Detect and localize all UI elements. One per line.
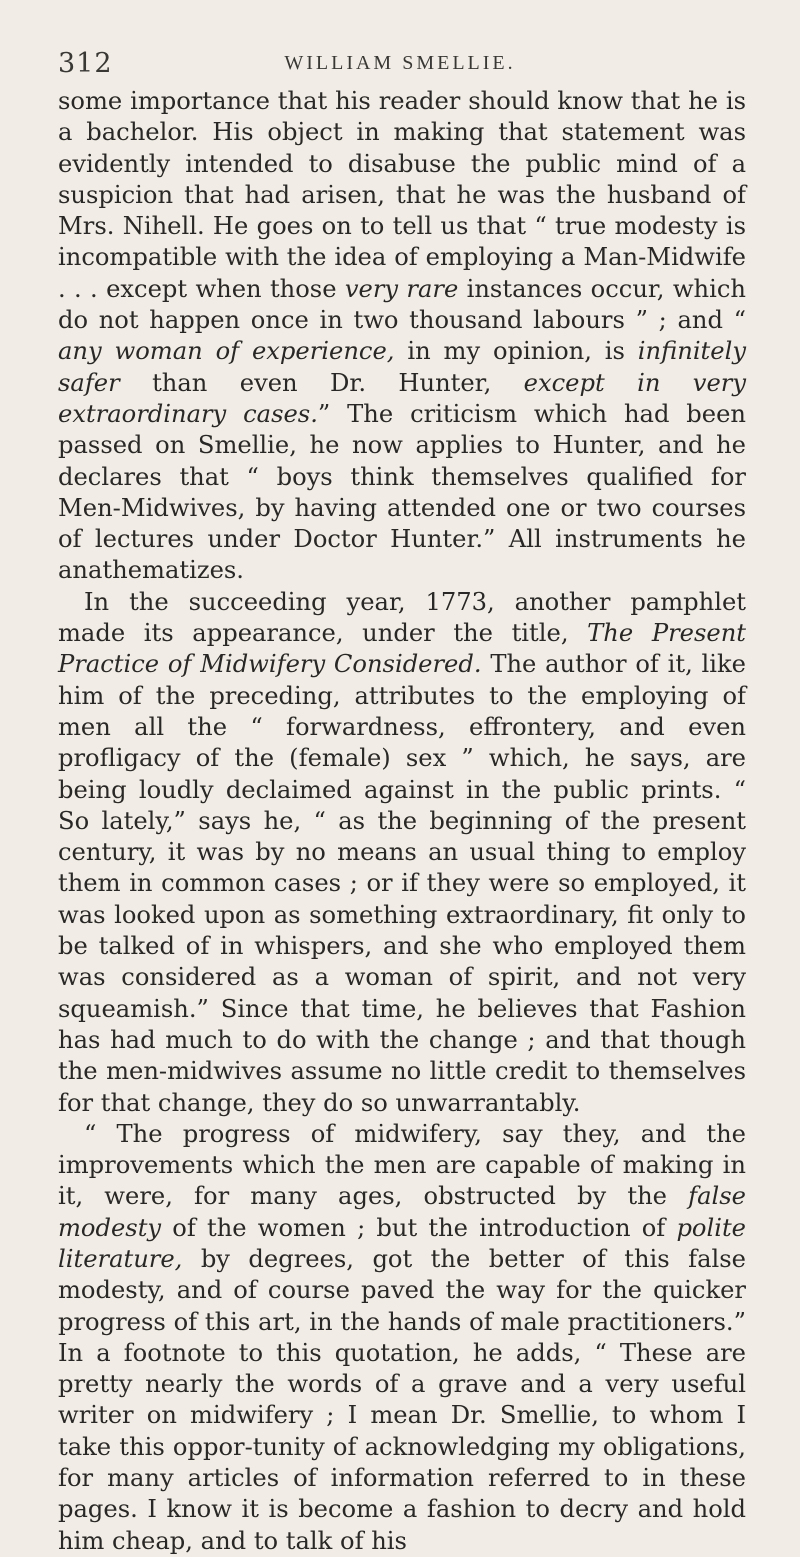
- italic-run: infinitely safer: [58, 337, 746, 397]
- text-run: ” The criticism which had been passed on Smellie, he now applies to Hunter, and he declares that “ boys think themselves qualified for Men-Midwives, by having attended one or two courses of lectures under Doctor Hunter.” All instruments he anathematizes.: [58, 399, 746, 585]
- italic-run: polite literature,: [58, 1213, 746, 1273]
- page-number: 312: [58, 48, 113, 79]
- running-head: WILLIAM SMELLIE.: [284, 52, 516, 74]
- text-run: “ The progress of midwifery, say they, and the improvements which the men are capable of making in it, were, for many ages, obstructed by the: [58, 1119, 746, 1211]
- text-run: some importance that his reader should know that he is a bachelor. His object in making that statement was evidently intended to disabuse the public mind of a suspicion that had arisen, that he was the husband of Mrs. Nihell. He goes on to tell us that “ true modesty is incompatible with the idea of employing a Man-Midwife . . . except when those: [58, 87, 746, 303]
- paragraph-3: [58, 1119, 746, 1557]
- text-run: in my opinion, is: [394, 337, 638, 366]
- paragraph-2: [58, 587, 746, 1119]
- text-run: than even Dr. Hunter,: [119, 368, 524, 397]
- body-text: [58, 86, 746, 1557]
- paragraph-1: [58, 86, 746, 587]
- text-run: In the succeeding year, 1773, another pamphlet made its appearance, under the title,: [58, 587, 746, 648]
- italic-run: any woman of experience,: [58, 337, 395, 366]
- text-run: The author of it, like him of the preceding, attributes to the employing of men all the “ forwardness, effrontery, and even profligacy of the (female) sex ” which, he says, are being loudly declaimed against in the public prints. “ So lately,” says he, “ as the beginning of the present century, it was by no means an usual thing to employ them in common cases ; or if they were so employed, it was looked upon as something extraordinary, fit only to be talked of in whispers, and she who employed them was considered as a woman of spirit, and not very squeamish.” Since that time, he believes that Fashion has had much to do with the change ; and that though the men-midwives assume no little credit to themselves for that change, they do so unwarrantably.: [58, 650, 746, 1117]
- italic-run: except in very extraordinary cases.: [58, 368, 746, 428]
- text-run: of the women ; but the introduction of: [161, 1213, 677, 1242]
- italic-run: very rare: [344, 274, 459, 303]
- italic-run: false modesty: [58, 1182, 746, 1242]
- text-run: by degrees, got the better of this false modesty, and of course paved the way for the quicker progress of this art, in the hands of male practitioners.” In a footnote to this quotation, he adds, “ These are pretty nearly the words of a grave and a very useful writer on midwifery ; I mean Dr. Smellie, to whom I take this oppor-tunity of acknowledging my obligations, for many articles of information referred to in these pages. I know it is become a fashion to decry and hold him cheap, and to talk of his: [58, 1244, 746, 1555]
- text-run: instances occur, which do not happen once in two thousand labours ” ; and “: [58, 274, 746, 335]
- italic-run: The Present Practice of Midwifery Considered.: [58, 619, 746, 679]
